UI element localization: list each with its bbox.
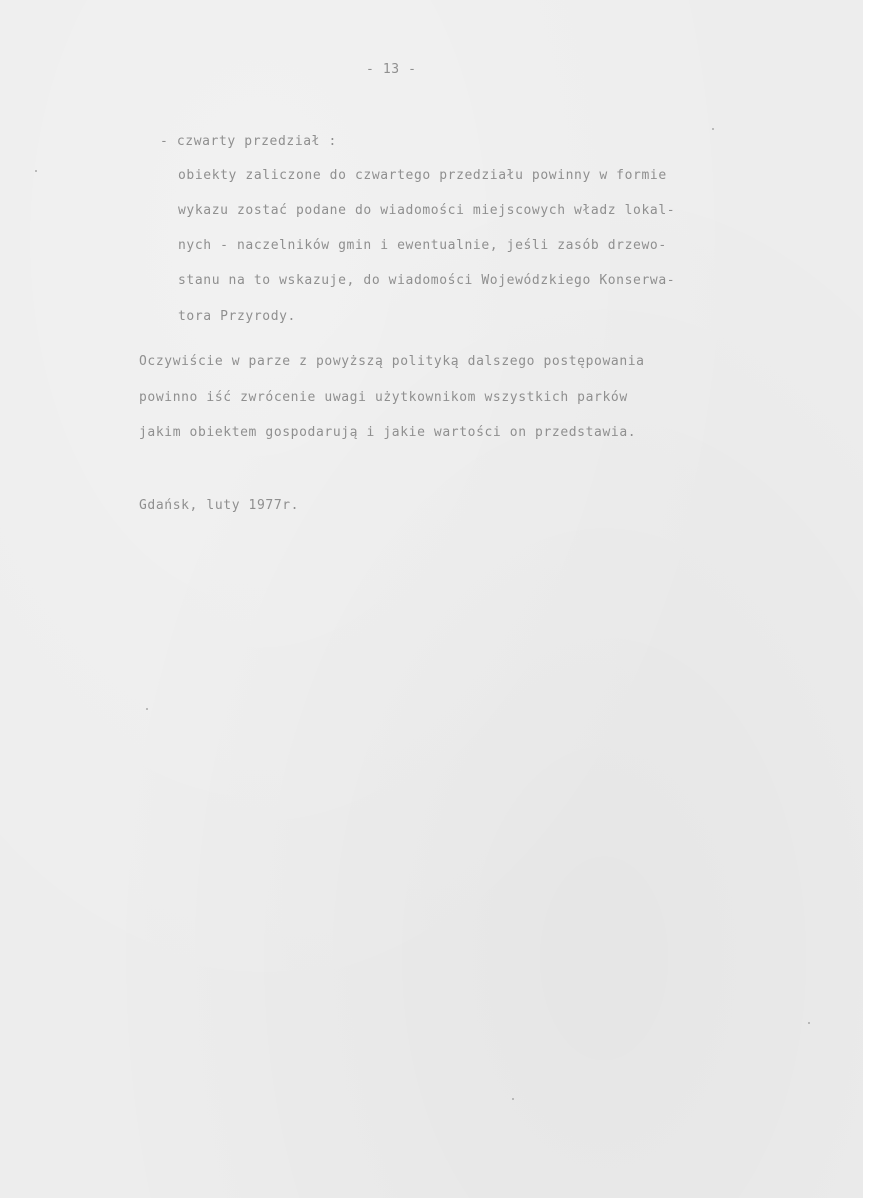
scan-speck [712, 128, 714, 130]
scan-speck [146, 708, 148, 710]
paragraph-line: nych - naczelników gmin i ewentualnie, jeśli zasób drzewo- [178, 238, 667, 253]
paragraph-line: obiekty zaliczone do czwartego przedziału powinny w formie [178, 168, 667, 183]
scan-speck [512, 1098, 514, 1100]
paragraph-line: Oczywiście w parze z powyższą polityką dalszego postępowania [139, 354, 645, 369]
scan-margin [863, 0, 875, 1198]
place-date-line: Gdańsk, luty 1977r. [139, 498, 300, 513]
scan-speck [808, 1022, 810, 1024]
paragraph-line: jakim obiektem gospodarują i jakie wartości on przedstawia. [139, 425, 637, 440]
page-number: - 13 - [366, 62, 417, 77]
paragraph-line: powinno iść zwrócenie uwagi użytkownikom wszystkich parków [139, 390, 628, 405]
paragraph-line: tora Przyrody. [178, 309, 296, 324]
paragraph-line: stanu na to wskazuje, do wiadomości Wojewódzkiego Konserwa- [178, 273, 676, 288]
section-heading: - czwarty przedział : [160, 134, 337, 149]
scan-speck [35, 170, 37, 172]
paragraph-line: wykazu zostać podane do wiadomości miejscowych władz lokal- [178, 203, 676, 218]
